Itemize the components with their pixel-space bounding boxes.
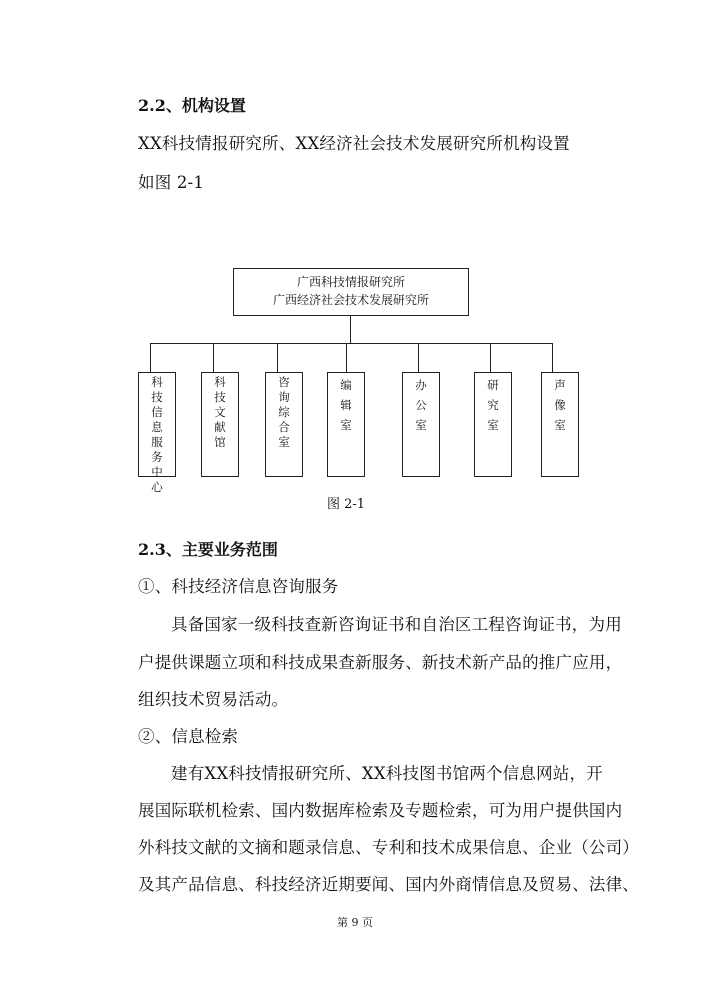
org-child-connector xyxy=(552,343,553,372)
org-child-box xyxy=(265,372,303,477)
org-child-connector xyxy=(346,343,347,372)
org-child-label: 办公室 xyxy=(415,378,427,432)
figure-caption: 图 2-1 xyxy=(327,497,366,512)
item2-line: 外科技文献的文摘和题录信息、专利和技术成果信息、企业（公司） xyxy=(138,838,639,857)
page-number: 第 9 页 xyxy=(337,916,373,929)
org-root-connector xyxy=(350,316,351,343)
item2-line: 及其产品信息、科技经济近期要闻、国内外商情信息及贸易、法律、 xyxy=(138,875,639,894)
section-2-2-heading: 2.2、机构设置 xyxy=(138,96,246,115)
org-child-connector xyxy=(277,343,278,372)
org-child-box xyxy=(541,372,579,477)
item2-line: 展国际联机检索、国内数据库检索及专题检索，可为用户提供国内 xyxy=(138,801,623,820)
section-2-2-line2: 如图 2-1 xyxy=(138,173,205,192)
org-child-connector xyxy=(150,343,151,372)
item1-line: 具备国家一级科技查新咨询证书和自治区工程咨询证书，为用 xyxy=(171,615,622,634)
org-child-box xyxy=(201,372,239,477)
org-child-box xyxy=(327,372,365,477)
org-child-label: 编辑室 xyxy=(340,378,352,432)
org-child-box xyxy=(474,372,512,477)
section-2-2-line1: XX科技情报研究所、XX经济社会技术发展研究所机构设置 xyxy=(138,134,570,153)
item2-title: ②、信息检索 xyxy=(138,727,239,746)
item1-title: ①、科技经济信息咨询服务 xyxy=(138,577,339,596)
org-root-line2: 广西经济社会技术发展研究所 xyxy=(272,293,429,307)
org-child-label: 咨询综合室 xyxy=(278,375,290,449)
item2-line: 建有XX科技情报研究所、XX科技图书馆两个信息网站，开 xyxy=(171,764,603,783)
org-root-line1: 广西科技情报研究所 xyxy=(296,275,405,289)
org-child-connector xyxy=(490,343,491,372)
org-root-box xyxy=(233,268,469,316)
org-horizontal-connector xyxy=(150,343,552,344)
org-child-connector xyxy=(213,343,214,372)
org-child-box xyxy=(138,372,176,494)
org-child-connector xyxy=(418,343,419,372)
section-2-3-heading: 2.3、主要业务范围 xyxy=(138,540,278,559)
org-child-label: 科技文献馆 xyxy=(214,375,226,449)
org-child-label: 科技信息服务中心 xyxy=(151,375,163,494)
org-child-label: 研究室 xyxy=(487,378,499,432)
org-child-label: 声像室 xyxy=(554,378,566,432)
item1-line: 组织技术贸易活动。 xyxy=(138,690,289,709)
org-child-box xyxy=(402,372,440,477)
item1-line: 户提供课题立项和科技成果查新服务、新技术新产品的推广应用， xyxy=(138,653,623,672)
